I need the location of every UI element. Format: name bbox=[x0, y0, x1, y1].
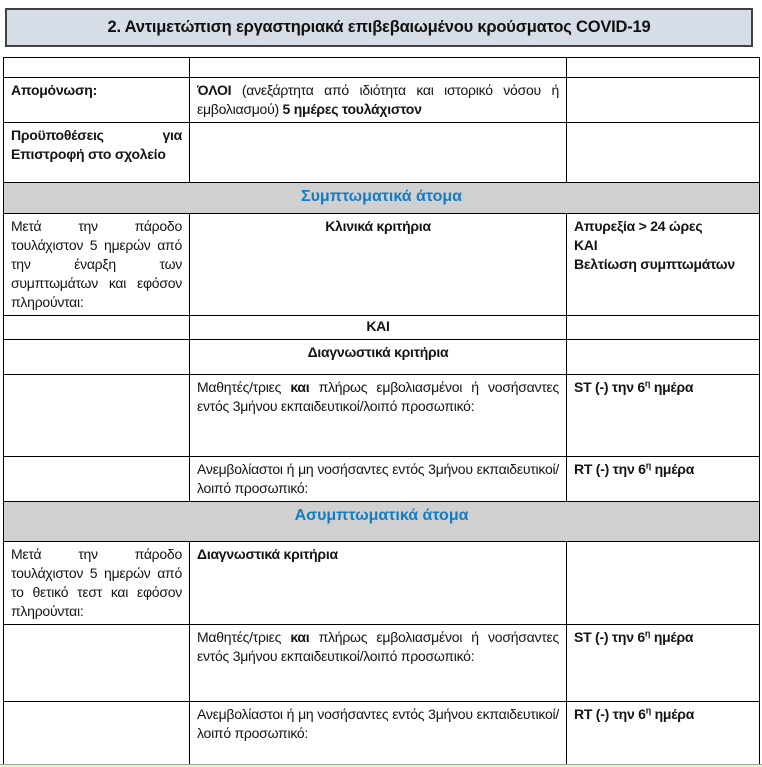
diagnostic-criteria-label: Διαγνωστικά κριτήρια bbox=[307, 344, 449, 361]
empty-cell bbox=[190, 123, 567, 183]
empty-cell bbox=[567, 58, 760, 78]
unvaccinated-result-cell bbox=[567, 457, 760, 502]
empty-cell bbox=[567, 542, 760, 625]
vaccinated-result-text: ST (-) την 6 bbox=[574, 379, 645, 396]
table-row bbox=[4, 542, 760, 625]
asymptomatic-section-header bbox=[4, 502, 760, 542]
and-connector-cell bbox=[190, 316, 567, 340]
vaccinated-criteria-bold-word: και bbox=[290, 629, 310, 646]
isolation-value-paren: (ανεξάρτητα από ιδιότητα και ιστορικό νόσου ή εμβολιασμού) bbox=[197, 82, 559, 118]
clinical-requirement-line: Απυρεξία > 24 ώρες bbox=[574, 218, 703, 235]
covid-case-management-table bbox=[3, 57, 760, 767]
diagnostic-criteria-label-cell bbox=[190, 340, 567, 375]
table-row bbox=[4, 183, 760, 214]
vaccinated-result-ordinal: η bbox=[644, 378, 651, 389]
unvaccinated-result-ordinal: η bbox=[645, 460, 651, 471]
clinical-criteria-label: Κλινικά κριτήρια bbox=[325, 218, 431, 235]
vaccinated-criteria-pre: Μαθητές/τριες bbox=[197, 379, 282, 396]
asymptomatic-intro-cell bbox=[4, 542, 190, 625]
unvaccinated-result-tail: ημέρα bbox=[654, 461, 695, 478]
clinical-requirement-line: Βελτίωση συμπτωμάτων bbox=[574, 256, 735, 273]
clinical-requirements-cell bbox=[567, 214, 760, 316]
vaccinated-result-text: ST (-) την 6 bbox=[574, 629, 645, 646]
return-conditions-label-cell bbox=[4, 123, 190, 183]
isolation-label-cell bbox=[4, 78, 190, 123]
table-row bbox=[4, 375, 760, 457]
vaccinated-result-ordinal: η bbox=[644, 628, 651, 639]
isolation-value-cell bbox=[190, 78, 567, 123]
vaccinated-criteria-bold-word: και bbox=[290, 379, 310, 396]
clinical-criteria-label-cell bbox=[190, 214, 567, 316]
unvaccinated-result-cell bbox=[567, 702, 760, 767]
empty-cell bbox=[4, 457, 190, 502]
vaccinated-criteria-post: πλήρως εμβολιασμένοι ή νοσήσαντες εντός 3μήνου εκπαιδευτικοί/λοιπό προσωπικό: bbox=[197, 379, 560, 415]
asymptomatic-section-title: Ασυμπτωματικά άτομα bbox=[294, 507, 469, 525]
table-row bbox=[4, 214, 760, 316]
table-row bbox=[4, 702, 760, 767]
unvaccinated-result-ordinal: η bbox=[645, 705, 651, 716]
vaccinated-criteria-cell bbox=[190, 375, 567, 457]
symptomatic-section-title: Συμπτωματικά άτομα bbox=[301, 188, 462, 206]
vaccinated-result-tail: ημέρα bbox=[653, 379, 694, 396]
table-row bbox=[4, 78, 760, 123]
table-row bbox=[4, 316, 760, 340]
isolation-value-duration: 5 ημέρες τουλάχιστον bbox=[282, 101, 422, 118]
unvaccinated-criteria-cell bbox=[190, 457, 567, 502]
clinical-requirement-line: ΚΑΙ bbox=[574, 237, 598, 254]
empty-cell bbox=[4, 58, 190, 78]
unvaccinated-result-tail: ημέρα bbox=[654, 706, 695, 723]
page-title: 2. Αντιμετώπιση εργαστηριακά επιβεβαιωμένου κρούσματος COVID-19 bbox=[107, 18, 651, 36]
unvaccinated-result-text: RT (-) την 6 bbox=[574, 461, 646, 478]
vaccinated-criteria-pre: Μαθητές/τριες bbox=[197, 629, 282, 646]
isolation-label: Απομόνωση: bbox=[11, 82, 98, 98]
table-row bbox=[4, 340, 760, 375]
empty-cell bbox=[190, 58, 567, 78]
empty-cell bbox=[4, 375, 190, 457]
unvaccinated-criteria-text: Ανεμβολίαστοι ή μη νοσήσαντες εντός 3μήνου εκπαιδευτικοί/λοιπό προσωπικό: bbox=[197, 706, 559, 742]
empty-cell bbox=[567, 316, 760, 340]
vaccinated-criteria-post: πλήρως εμβολιασμένοι ή νοσήσαντες εντός 3μήνου εκπαιδευτικοί/λοιπό προσωπικό: bbox=[197, 629, 560, 665]
symptomatic-intro-cell bbox=[4, 214, 190, 316]
empty-cell bbox=[567, 340, 760, 375]
table-row bbox=[4, 58, 760, 78]
empty-cell bbox=[567, 78, 760, 123]
empty-cell bbox=[4, 702, 190, 767]
unvaccinated-criteria-cell bbox=[190, 702, 567, 767]
table-row bbox=[4, 502, 760, 542]
diagnostic-criteria-label: Διαγνωστικά κριτήρια bbox=[197, 546, 338, 563]
unvaccinated-result-text: RT (-) την 6 bbox=[574, 706, 646, 723]
symptomatic-intro-text: Μετά την πάροδο τουλάχιστον 5 ημερών από την έναρξη των συμπτωμάτων και εφόσον πληρούνται: bbox=[11, 218, 182, 311]
table-row bbox=[4, 625, 760, 702]
unvaccinated-criteria-text: Ανεμβολίαστοι ή μη νοσήσαντες εντός 3μήνου εκπαιδευτικοί/λοιπό προσωπικό: bbox=[197, 461, 559, 497]
vaccinated-result-tail: ημέρα bbox=[653, 629, 694, 646]
return-conditions-label: Προϋποθέσεις για Επιστροφή στο σχολείο bbox=[11, 127, 182, 163]
vaccinated-result-cell bbox=[567, 625, 760, 702]
asymptomatic-intro-text: Μετά την πάροδο τουλάχιστον 5 ημερών από το θετικό τεστ και εφόσον πληρούνται: bbox=[11, 546, 182, 620]
empty-cell bbox=[4, 625, 190, 702]
table-row bbox=[4, 123, 760, 183]
vaccinated-criteria-cell bbox=[190, 625, 567, 702]
symptomatic-section-header bbox=[4, 183, 760, 214]
and-connector-label: ΚΑΙ bbox=[366, 318, 390, 335]
empty-cell bbox=[4, 340, 190, 375]
diagnostic-criteria-label-cell bbox=[190, 542, 567, 625]
empty-cell bbox=[567, 123, 760, 183]
empty-cell bbox=[4, 316, 190, 340]
document-title-banner bbox=[5, 8, 753, 47]
vaccinated-result-cell bbox=[567, 375, 760, 457]
isolation-value-caps: ΌΛΟΙ bbox=[197, 82, 232, 98]
table-row bbox=[4, 457, 760, 502]
